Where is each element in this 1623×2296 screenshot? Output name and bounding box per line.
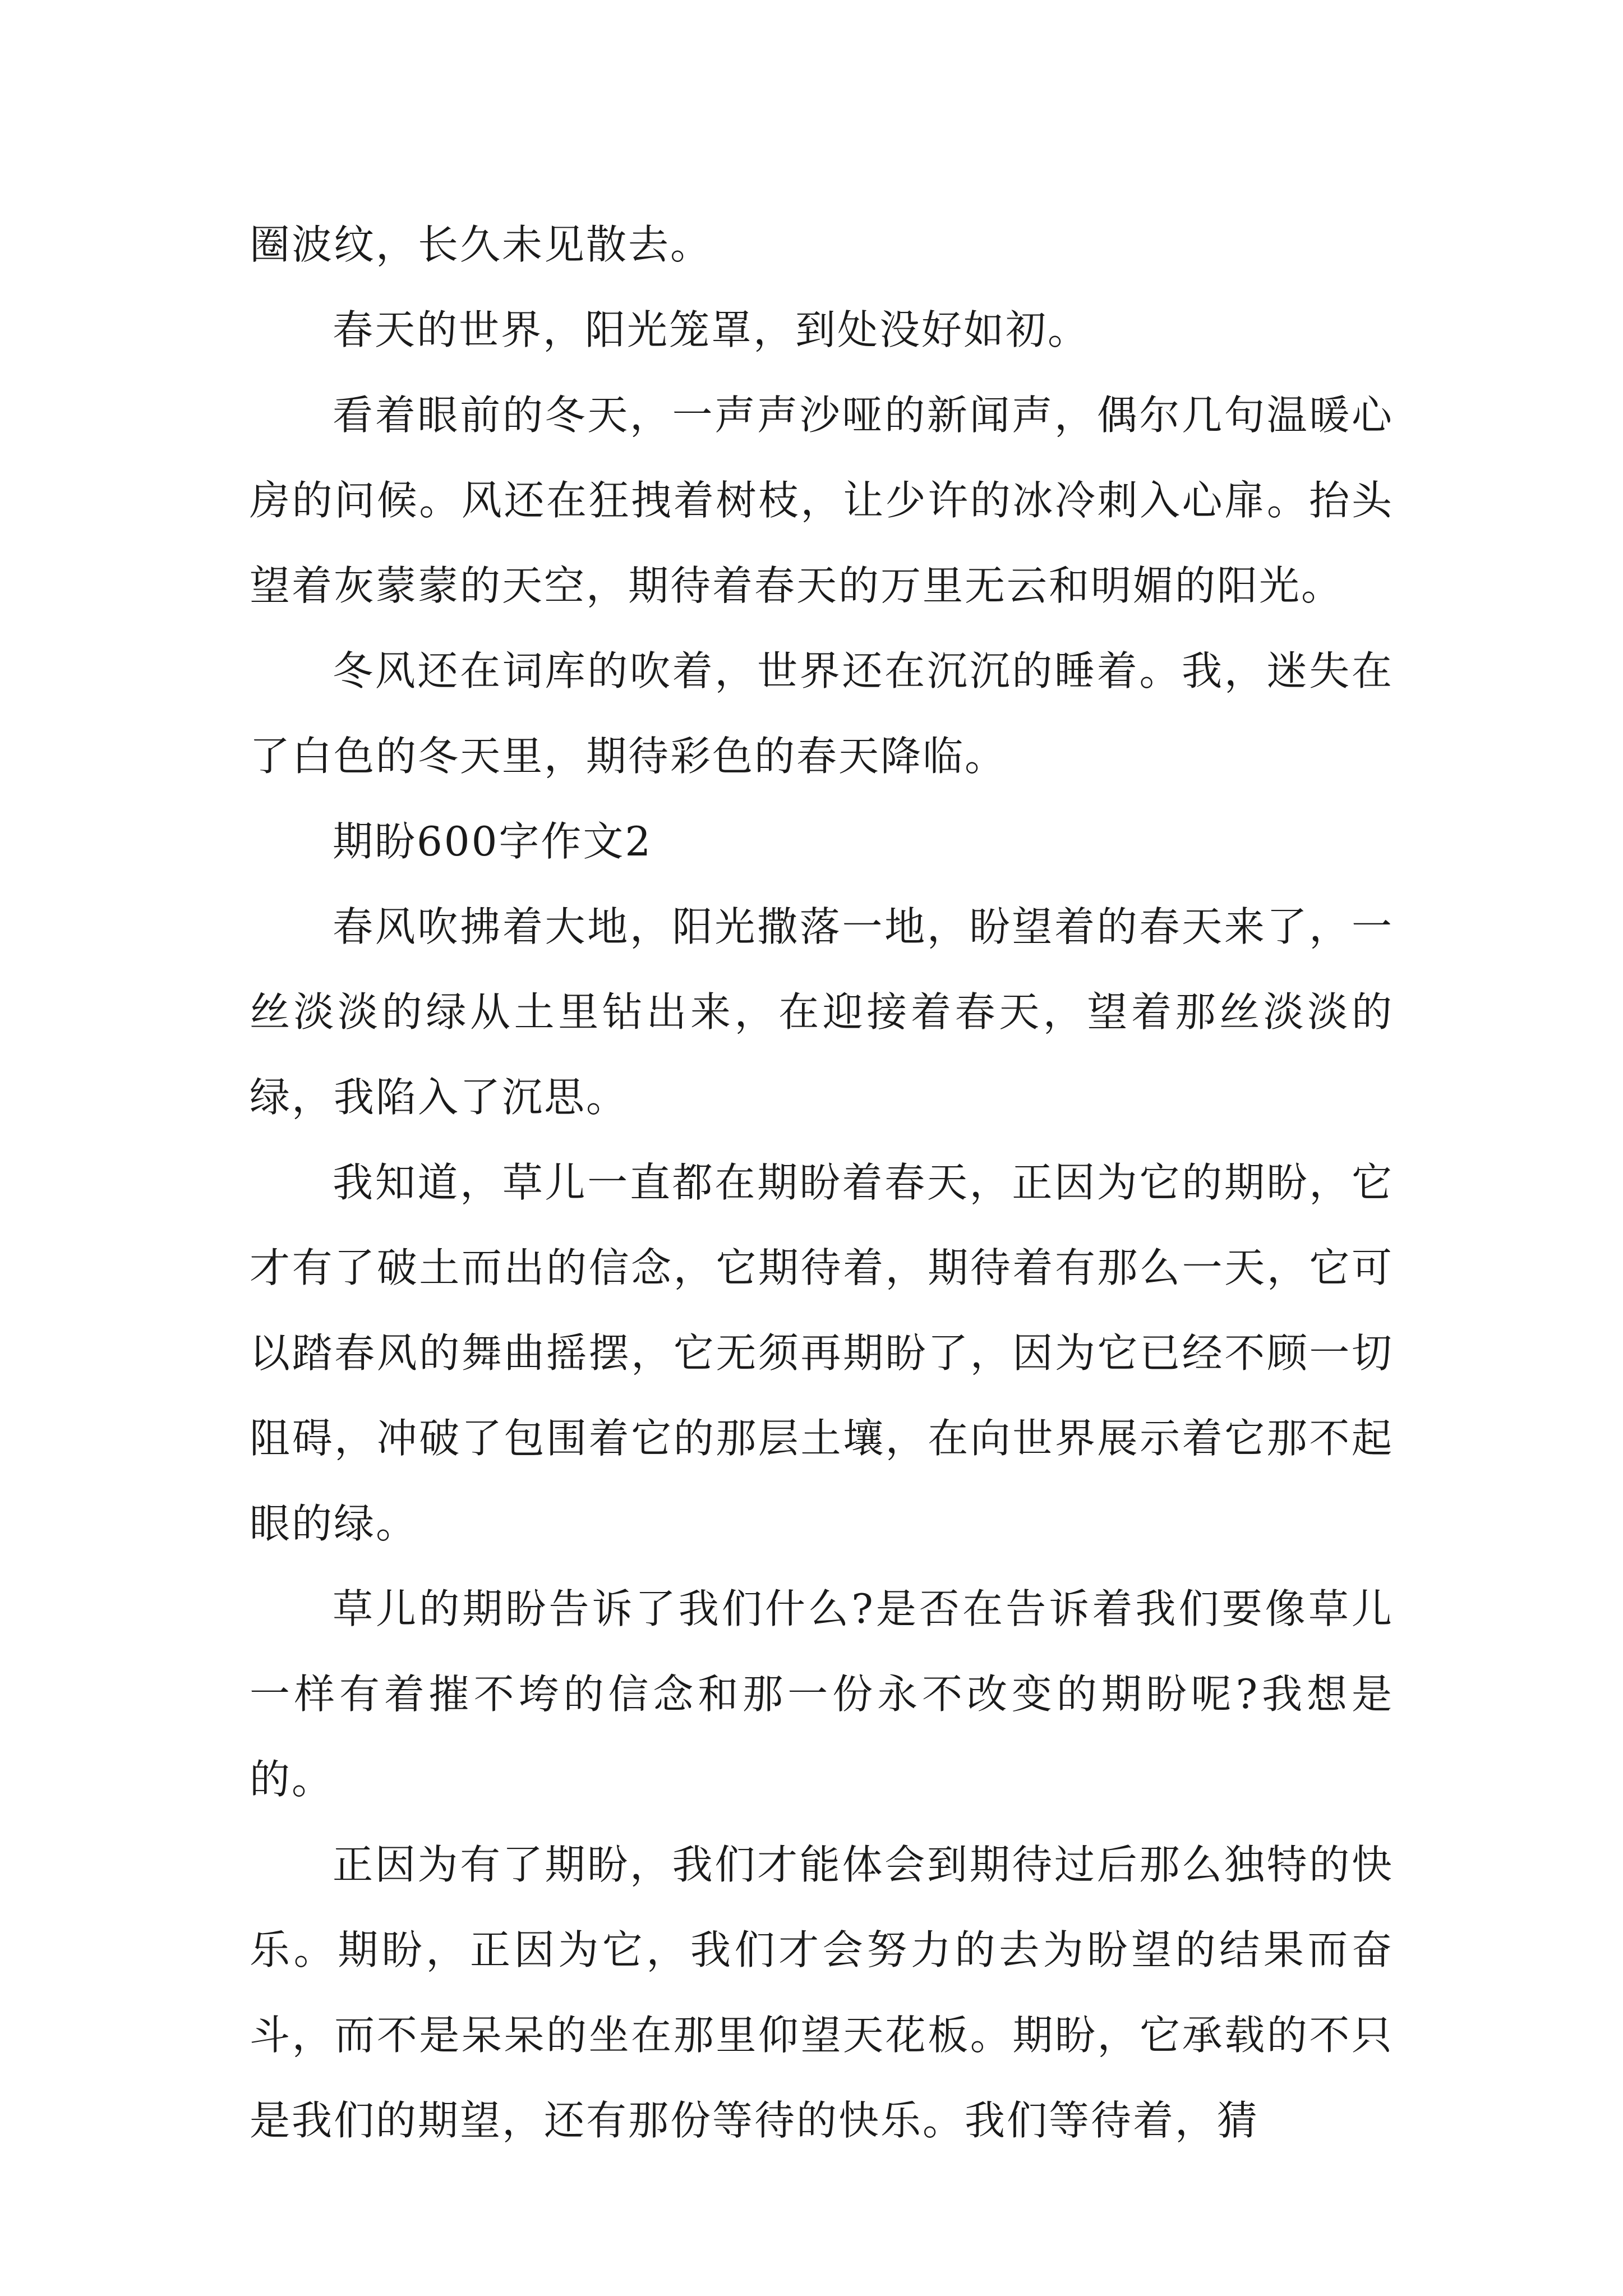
paragraph: 正因为有了期盼，我们才能体会到期待过后那么独特的快乐。期盼，正因为它，我们才会努力的去为盼望的结果而奋斗，而不是呆呆的坐在那里仰望天花板。期盼，它承载的不只是我们的期望，还有那份等待的快乐。我们等待着，猜 — [250, 1841, 1394, 2144]
paragraph: 看着眼前的冬天，一声声沙哑的新闻声，偶尔几句温暖心房的问候。风还在狂拽着树枝，让少许的冰冷刺入心扉。抬头望着灰蒙蒙的天空，期待着春天的万里无云和明媚的阳光。 — [250, 392, 1394, 609]
paragraph: 草儿的期盼告诉了我们什么?是否在告诉着我们要像草儿一样有着摧不垮的信念和那一份永不改变的期盼呢?我想是的。 — [250, 1585, 1394, 1803]
paragraph: 春风吹拂着大地，阳光撒落一地，盼望着的春天来了，一丝淡淡的绿从土里钻出来，在迎接着春天，望着那丝淡淡的绿，我陷入了沉思。 — [250, 903, 1394, 1121]
paragraph: 冬风还在词库的吹着，世界还在沉沉的睡着。我，迷失在了白色的冬天里，期待彩色的春天降临。 — [250, 647, 1394, 780]
document-body — [250, 202, 1394, 2163]
paragraph: 春天的世界，阳光笼罩，到处没好如初。 — [333, 306, 1090, 353]
paragraph-continuation: 圈波纹，长久未见散去。 — [250, 221, 713, 268]
paragraph: 我知道，草儿一直都在期盼着春天，正因为它的期盼，它才有了破土而出的信念，它期待着，期待着有那么一天，它可以踏春风的舞曲摇摆，它无须再期盼了，因为它已经不顾一切阻碍，冲破了包围着它的那层土壤，在向世界展示着它那不起眼的绿。 — [250, 1159, 1394, 1547]
section-heading: 期盼600字作文2 — [333, 818, 653, 865]
